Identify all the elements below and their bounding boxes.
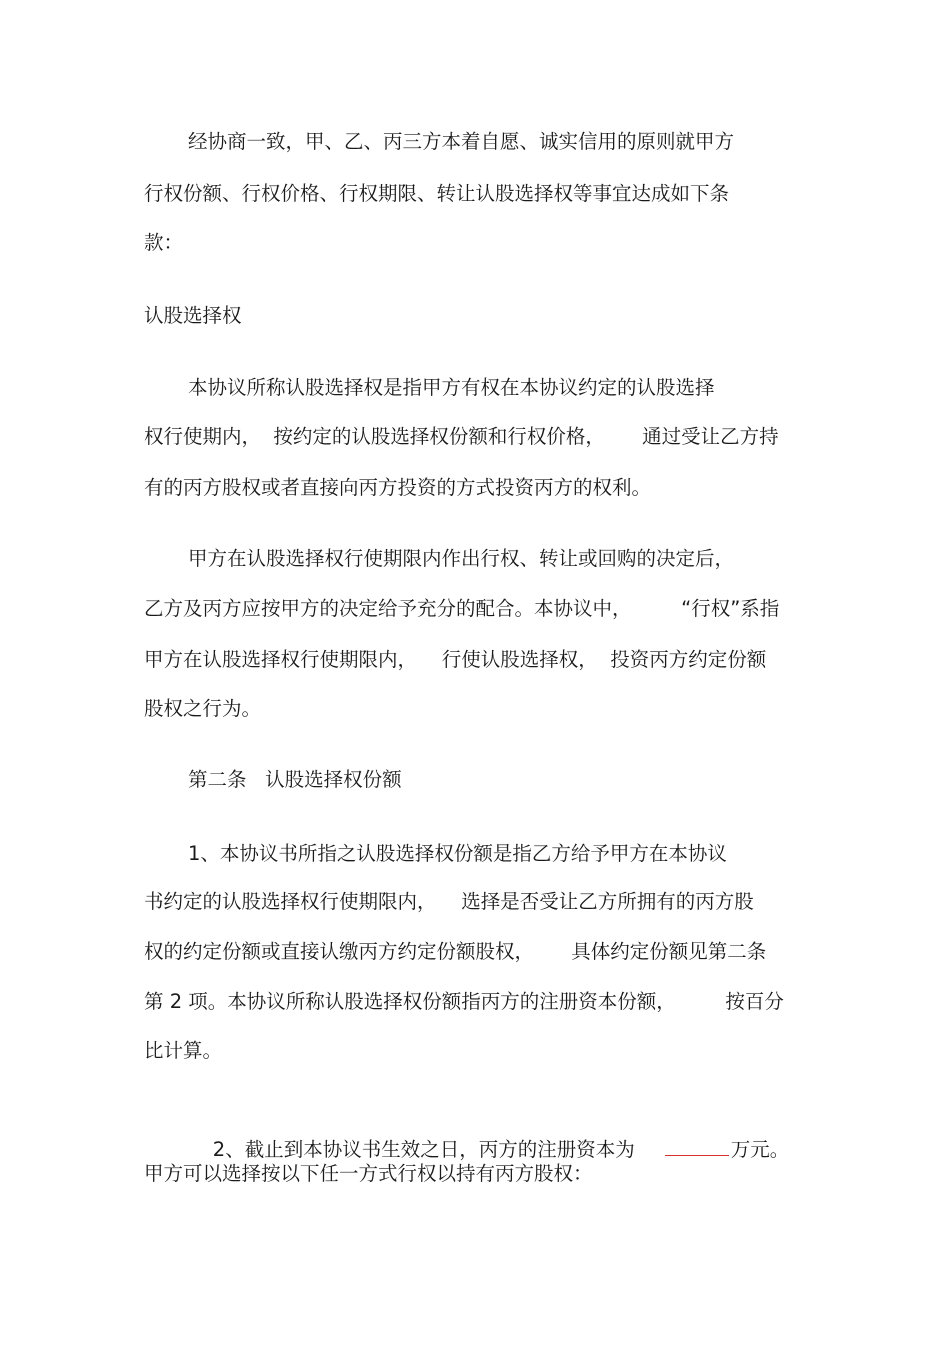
definition-line-2: 权行使期内， 按约定的认股选择权份额和行权价格， 通过受让乙方持 xyxy=(144,425,779,448)
intro-line-3: 款： xyxy=(144,231,184,254)
exercise-line-2: 乙方及丙方应按甲方的决定给予充分的配合。本协议中， “行权”系指 xyxy=(144,597,780,620)
item2-line-2: 甲方可以选择按以下任一方式行权以持有丙方股权： xyxy=(144,1162,593,1185)
exercise-line-3: 甲方在认股选择权行使期限内， 行使认股选择权， 投资丙方约定份额 xyxy=(144,648,767,671)
definition-line-1: 本协议所称认股选择权是指甲方有权在本协议约定的认股选择 xyxy=(188,376,715,399)
item1-line-2: 书约定的认股选择权行使期限内， 选择是否受让乙方所拥有的丙方股 xyxy=(144,890,754,913)
intro-line-1: 经协商一致，甲、乙、丙三方本着自愿、诚实信用的原则就甲方 xyxy=(188,130,735,153)
item1-line-3: 权的约定份额或直接认缴丙方约定份额股权， 具体约定份额见第二条 xyxy=(144,940,767,963)
item2-suffix: 万元。 xyxy=(730,1138,790,1161)
exercise-line-1: 甲方在认股选择权行使期限内作出行权、转让或回购的决定后， xyxy=(188,547,735,570)
item1-line-4: 第 2 项。本协议所称认股选择权份额指丙方的注册资本份额， 按百分 xyxy=(144,990,784,1013)
item1-line-5: 比计算。 xyxy=(144,1039,223,1062)
definition-line-3: 有的丙方股权或者直接向丙方投资的方式投资丙方的权利。 xyxy=(144,476,652,499)
intro-line-2: 行权份额、行权价格、行权期限、转让认股选择权等事宜达成如下条 xyxy=(144,182,730,205)
article-two-heading: 第二条 认股选择权份额 xyxy=(188,768,402,791)
exercise-line-4: 股权之行为。 xyxy=(144,697,262,720)
item2-prefix: 2、截止到本协议书生效之日，丙方的注册资本为 xyxy=(212,1138,635,1161)
section-heading: 认股选择权 xyxy=(144,304,242,327)
item1-line-1: 1、本协议书所指之认股选择权份额是指乙方给予甲方在本协议 xyxy=(188,842,727,865)
registered-capital-blank[interactable] xyxy=(665,1137,729,1156)
